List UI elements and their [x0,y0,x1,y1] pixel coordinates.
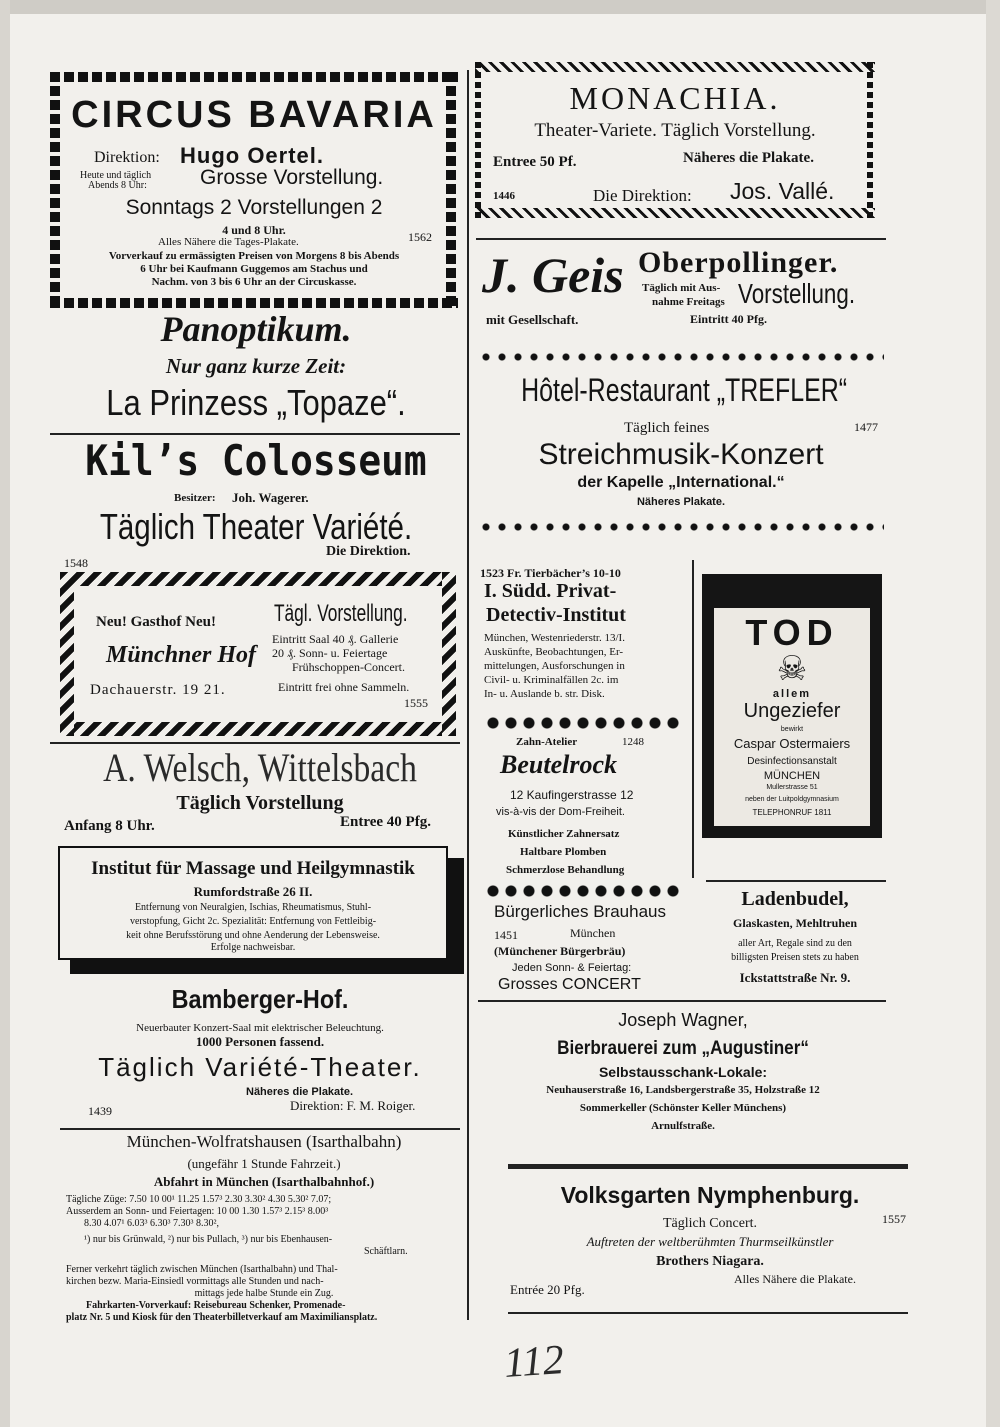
chain-border-left [50,72,60,308]
circus-heute-label-1: Heute und täglich [80,170,152,181]
ad-tod-ungeziefer [702,574,882,838]
colosseum-direktion: Die Direktion. [326,544,411,559]
monachia-line1: Theater-Variete. Täglich Vorstellung. [534,120,816,141]
beutelrock-number: 1248 [622,736,644,748]
tod-allem: allem [772,688,812,700]
ad-massage [58,846,464,974]
tod-street: Mullerstrasse 51 [766,784,818,791]
volksgarten-auftreten: Auftreten der weltberühmten Thurmseilkünstler [586,1234,834,1249]
bamberger-title: Bamberger-Hof. [171,984,349,1014]
bamberger-naheres: Näheres die Plakate. [246,1086,354,1098]
page-edge-left [0,0,10,1427]
wagner-body-1: Sommerkeller (Schönster Keller Münchens) [579,1102,787,1114]
column-subdivider [692,560,694,878]
gasthof-neu: Neu! Gasthof Neu! [96,614,216,630]
detectiv-body-1: Auskünfte, Beobachtungen, Er- [484,646,624,658]
detectiv-body-2: mittelungen, Ausforschungen in [484,660,625,672]
gasthof-eintritt-4: Eintritt frei ohne Sammeln. [278,680,410,694]
page-number: 112 [502,1336,566,1388]
welsch-anfang: Anfang 8 Uhr. [64,818,155,834]
detectiv-title-1: I. Südd. Privat- [484,580,617,602]
tod-city: MÜNCHEN [763,770,821,782]
circus-number: 1562 [408,230,432,244]
tod-title: TOD [745,612,839,653]
colosseum-title: Kil’s Colosseum [85,436,427,485]
separator [706,880,886,882]
buergerlich-title: Bürgerliches Brauhaus [494,902,666,921]
circus-alles: Alles Nähere die Tages-Plakate. [158,236,299,248]
isartal-body2-2: mittags jede halbe Stunde ein Zug. [194,1288,334,1299]
ad-buergerliches-brauhaus [484,900,694,1000]
monachia-title: MONACHIA. [569,80,781,116]
tod-name: Caspar Ostermaiers [733,736,851,751]
isartal-body-0: Tägliche Züge: 7.50 10 00¹ 11.25 1.57³ 2.30 3.30² 4.30 5.30² 7.07; [66,1194,332,1205]
isartal-body-3: ¹) nur bis Grünwald, ²) nur bis Pullach, ³) nur bis Ebenhausen- [84,1234,333,1245]
beutelrock-vis: vis-à-vis der Dom-Freiheit. [496,806,625,818]
ad-circus-bavaria [50,72,458,310]
circus-heute-label-2: Abends 8 Uhr: [88,180,147,191]
buergerlich-number: 1451 [494,928,518,942]
ladenbudel-street: Ickstattstraße Nr. 9. [739,970,851,985]
isartal-body2-4: platz Nr. 5 und Kiosk für den Theaterbilletverkauf am Maximiliansplatz. [66,1312,378,1323]
gasthof-eintritt-2: 20 ₰. Sonn- u. Feiertage [272,646,388,660]
tod-near: neben der Luitpoldgymnasium [745,796,839,803]
massage-body-2: keit ohne Berufsstörung und ohne Aenderung der Lebensweise. [126,930,380,941]
separator [476,238,886,240]
circus-sonntags: Sonntags 2 Vorstellungen 2 [125,196,383,219]
colosseum-headline: Täglich Theater Variété. [99,506,413,547]
ad-detectiv [480,560,690,712]
detectiv-title-2: Detectiv-Institut [486,604,626,626]
buergerlich-jeden: Jeden Sonn- & Feiertag: [512,962,632,974]
chain-border-bottom [50,298,458,308]
panoptikum-title: Panoptikum. [160,309,352,349]
geis-vorstellung: Vorstellung. [738,278,856,309]
colosseum-number: 1548 [64,556,88,570]
bamberger-number: 1439 [88,1104,112,1118]
trefler-number: 1477 [854,420,878,434]
trefler-taeglich: Täglich feines [624,420,710,436]
isartal-body-1: Ausserdem an Sonn- und Feiertagen: 10 00 1.30 1.57³ 2.15³ 8.00³ [66,1206,329,1217]
wagner-title: Bierbrauerei zum „Augustiner“ [557,1038,809,1059]
ladenbudel-sub: Glaskasten, Mehltruhen [732,916,857,930]
welsch-sub: Täglich Vorstellung [176,792,344,814]
geis-taeglich-2: nahme Freitags [652,296,725,308]
wagner-body-2: Arnulfstraße. [651,1120,715,1132]
circus-times: 4 und 8 Uhr. [222,223,286,237]
tod-ungeziefer: Ungeziefer [743,700,841,722]
column-divider [467,70,469,1320]
detectiv-header: 1523 Fr. Tierbächer’s 10-10 [480,566,621,580]
ad-bamberger-hof [50,982,470,1122]
beutelrock-item-1: Haltbare Plomben [520,846,607,858]
circus-vorverkauf-2: 6 Uhr bei Kaufmann Guggemos am Stachus und [140,263,368,275]
massage-body-3: Erfolge nachweisbar. [210,942,296,953]
ad-beutelrock [484,736,690,880]
monachia-name: Jos. Vallé. [730,178,835,204]
isartal-body-2: 8.30 4.07¹ 6.03³ 6.30³ 7.30³ 8.30², [84,1218,219,1229]
circus-grosse: Grosse Vorstellung. [200,166,384,189]
trefler-title: Hôtel-Restaurant „TREFLER“ [521,372,848,408]
monachia-number: 1446 [493,190,515,202]
gasthof-number: 1555 [404,696,428,710]
ad-panoptikum [50,308,462,434]
detectiv-body-4: In- u. Auslande b. str. Disk. [484,688,605,700]
welsch-title: A. Welsch, Wittelsbach [103,745,417,790]
volksgarten-brothers: Brothers Niagara. [656,1254,764,1269]
bamberger-line2: 1000 Personen fassend. [195,1034,325,1049]
ad-volksgarten [508,1172,912,1308]
panoptikum-sub: Nur ganz kurze Zeit: [165,354,347,378]
ad-welsch [50,746,470,842]
bamberger-headline: Täglich Variété-Theater. [98,1052,422,1082]
trefler-headline: Streichmusik-Konzert [538,438,824,471]
ad-colosseum [50,434,462,574]
separator-thick [508,1164,908,1169]
geis-eintritt: Eintritt 40 Pfg. [690,312,767,326]
skull-crossbones-icon: ☠ [776,649,808,689]
circus-vorverkauf-1: Vorverkauf zu ermässigten Preisen von Morgens 8 bis Abends [108,250,400,262]
isartal-title: München-Wolfratshausen (Isarthalbahn) [126,1132,402,1151]
beutelrock-name: Beutelrock [500,750,617,779]
ornament-rule [484,884,684,898]
tod-phone: TELEPHONRUF 1811 [752,808,832,817]
gasthof-eintritt-1: Eintritt Saal 40 ₰. Gallerie [272,632,399,646]
ornament-rule [478,522,884,532]
isartal-abfahrt: Abfahrt in München (Isarthalbahnhof.) [153,1174,375,1189]
triangle-border-bottom [60,722,456,736]
circus-direktion-name: Hugo Oertel. [180,143,325,168]
volksgarten-title: Volksgarten Nymphenburg. [560,1182,860,1208]
isartal-sub: (ungefähr 1 Stunde Fahrzeit.) [187,1156,341,1171]
wagner-name: Joseph Wagner, [618,1010,748,1030]
monachia-naheres: Näheres die Plakate. [683,150,814,166]
trefler-naheres: Näheres Plakate. [636,496,726,508]
isartal-body2-3: Fahrkarten-Vorverkauf: Reisebureau Schenker, Promenade- [86,1300,346,1311]
zigzag-border-bottom [475,208,875,218]
geis-taeglich-1: Täglich mit Aus- [642,282,721,294]
beutelrock-address: 12 Kaufingerstrasse 12 [510,788,634,802]
colosseum-besitzer-label: Besitzer: [174,492,216,504]
gasthof-eintritt-3: Frühschoppen-Concert. [292,660,405,674]
tod-anstalt: Desinfectionsanstalt [747,756,837,767]
bamberger-direktion: Direktion: F. M. Roiger. [290,1098,416,1113]
detectiv-body-3: Civil- u. Kriminalfällen 2c. im [484,674,619,686]
zigzag-border-left [475,62,481,218]
ad-oberpollinger [476,242,886,342]
ad-ladenbudel [700,884,890,994]
geis-name: J. Geis [482,247,624,303]
beutelrock-item-0: Künstlicher Zahnersatz [508,828,620,840]
ornament-rule [478,352,884,362]
welsch-entree: Entree 40 Pfg. [340,814,431,830]
geis-title: Oberpollinger. [638,246,839,279]
monachia-entree: Entree 50 Pf. [493,154,577,170]
ornament-rule [484,716,684,730]
wagner-sub: Selbstausschank-Lokale: [598,1064,768,1080]
circus-direktion-label: Direktion: [94,149,160,166]
ad-wagner [478,1006,888,1146]
separator [508,1312,908,1314]
ladenbudel-body-0: aller Art, Regale sind zu den [738,938,852,949]
monachia-direktion: Die Direktion: [593,186,692,205]
ladenbudel-body-1: billigsten Preisen stets zu haben [731,952,859,963]
volksgarten-taeglich: Täglich Concert. [662,1216,758,1231]
massage-title: Institut für Massage und Heilgymnastik [91,858,415,879]
ad-trefler [476,366,886,522]
volksgarten-alles: Alles Nähere die Plakate. [734,1272,856,1286]
beutelrock-atelier: Zahn-Atelier [516,736,578,748]
colosseum-besitzer-name: Joh. Wagerer. [232,490,309,505]
volksgarten-entree: Entrée 20 Pfg. [510,1282,585,1297]
geis-mit: mit Gesellschaft. [486,312,579,327]
wagner-body-0: Neuhauserstraße 16, Landsbergerstraße 35, Holzstraße 12 [546,1084,820,1096]
buergerlich-sub: (Münchener Bürgerbräu) [494,944,626,958]
circus-vorverkauf-3: Nachm. von 3 bis 6 Uhr an der Circuskasse. [151,276,357,288]
separator [478,1000,886,1002]
panoptikum-headline: La Prinzess „Topaze“. [106,382,406,423]
beutelrock-item-2: Schmerzlose Behandlung [506,864,625,876]
ad-muenchner-hof [60,572,456,736]
circus-title: CIRCUS BAVARIA [71,94,437,136]
isartal-body2-0: Ferner verkehrt täglich zwischen München (Isarthalbahn) und Thal- [66,1264,338,1275]
massage-body-0: Entfernung von Neuralgien, Ischias, Rheumatismus, Stuhl- [134,902,372,913]
chain-border-right [446,72,456,308]
buergerlich-city: München [570,926,616,940]
trefler-kapelle: der Kapelle „International.“ [577,474,785,491]
detectiv-body-0: München, Westenriederstr. 13/I. [484,632,625,644]
isartal-body2-1: kirchen bezw. Maria-Einsiedl vormittags alle Stunden und nach- [66,1276,324,1287]
ladenbudel-title: Ladenbudel, [741,888,849,910]
zigzag-border-top [475,62,875,72]
tod-bewirkt: bewirkt [780,726,804,733]
triangle-border-left [60,572,74,736]
gasthof-address: Dachauerstr. 19 21. [90,682,226,698]
gasthof-name: Münchner Hof [106,642,257,668]
gasthof-taegl: Tägl. Vorstellung. [274,600,408,627]
page-edge-right [986,0,1000,1427]
ad-monachia [475,62,875,220]
bamberger-line1: Neuerbauter Konzert-Saal mit elektrischer Beleuchtung. [136,1022,384,1034]
triangle-border-right [442,572,456,736]
massage-body-1: verstopfung, Gicht 2c. Spezialität: Entfernung von Fettleibig- [129,916,377,927]
isartal-body-4: Schäftlarn. [364,1246,408,1257]
massage-street: Rumfordstraße 26 II. [193,884,313,899]
triangle-border-top [60,572,456,586]
ad-isarthalbahn [64,1130,464,1323]
buergerlich-concert: Grosses CONCERT [498,976,641,993]
page-edge-top [0,0,1000,14]
volksgarten-number: 1557 [882,1212,906,1226]
chain-border-top [50,72,458,82]
zigzag-border-right [867,62,873,218]
